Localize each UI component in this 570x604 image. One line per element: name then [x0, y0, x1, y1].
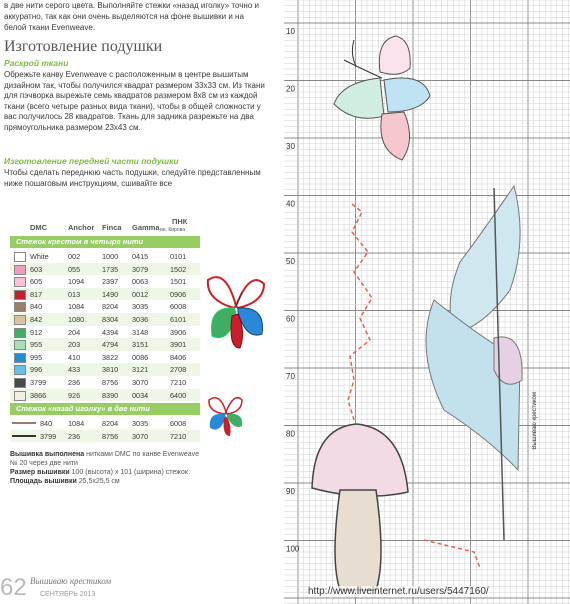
color-swatch — [12, 435, 36, 437]
source-url[interactable]: http://www.liveinternet.ru/users/5447160/ — [308, 586, 489, 597]
chart-row-label: 100 — [286, 544, 300, 554]
legend-bar-back: Стежок «назад иголку» в две нити — [10, 403, 200, 415]
col-pnk-note: ин. Кирова — [160, 227, 185, 233]
legend-row — [10, 389, 200, 402]
color-swatch — [12, 422, 36, 424]
legend-cell-gamma: 3070 — [132, 431, 149, 441]
legend-cell-anchor: 1080 — [68, 314, 85, 324]
legend-cell-finca: 4394 — [102, 327, 119, 337]
legend-cell-dmc: 995 — [30, 352, 43, 362]
info-done: нитками DMC по канве Evenweave № 20 через две нити — [10, 451, 199, 468]
legend-row — [10, 417, 200, 430]
legend-cell-finca: 2397 — [102, 277, 119, 287]
color-swatch — [14, 353, 26, 363]
legend-cell-dmc: 840 — [30, 302, 43, 312]
color-swatch — [14, 328, 26, 338]
legend-row — [10, 338, 200, 351]
legend-cell-finca: 1490 — [102, 289, 119, 299]
legend-cell-finca: 8390 — [102, 390, 119, 400]
cut-paragraph: Обрежьте канву Evenweave с расположенным в центре вышитым дизайном так, чтобы получился квадрат размером 33х33 см. Из ткани для пэчворка вырежьте семь квадратов размером 8х8 см из каждой ткани (всего четыре разных вида ткани), чтобы в общей сложности у вас получилось 28 квадратов. Ткань для задника разрежьте на два прямоугольника размером 23х43 см. — [4, 70, 265, 132]
legend-cell-pnk: 1501 — [170, 277, 187, 287]
chart-leaves — [426, 186, 522, 540]
col-finca: Finca — [102, 223, 122, 232]
legend-cell-dmc: 3866 — [30, 390, 47, 400]
legend-cell-dmc: 842 — [30, 314, 43, 324]
legend-cell-finca: 3810 — [102, 365, 119, 375]
legend-cell-dmc: 603 — [30, 264, 43, 274]
col-pnk: ПНК — [172, 217, 188, 226]
info-area: 25,5х25,5 см — [78, 478, 120, 486]
legend-cell-pnk: 7210 — [170, 431, 187, 441]
text-column — [0, 0, 270, 604]
legend-bar-cross: Стежок крестом в четыре нити — [10, 236, 200, 248]
color-swatch — [14, 391, 26, 401]
info-size-label: Размер вышивки — [10, 469, 70, 477]
color-swatch — [14, 302, 26, 312]
chart-side-label: Вышиваю крестиком — [532, 392, 538, 450]
legend-cell-gamma: 3079 — [132, 264, 149, 274]
col-gamma: Gamma — [132, 223, 160, 232]
legend-cell-finca: 1735 — [102, 264, 119, 274]
info-done-label: Вышивка выполнена — [10, 451, 85, 459]
legend-cell-dmc: 955 — [30, 340, 43, 350]
legend-row — [10, 263, 200, 276]
legend-cell-anchor: 1094 — [68, 277, 85, 287]
chart-butterfly — [334, 36, 430, 160]
legend-cell-finca: 8304 — [102, 314, 119, 324]
legend-cell-pnk: 0101 — [170, 252, 187, 261]
butterfly-illustration-large — [206, 266, 268, 358]
legend-cell-anchor: 013 — [68, 289, 81, 299]
legend-header — [10, 216, 200, 234]
subheading-cut: Раскрой ткани — [4, 58, 69, 68]
chart-dashed-path — [348, 204, 372, 420]
legend-info — [10, 450, 200, 486]
legend-cell-anchor: 236 — [68, 431, 81, 441]
color-swatch — [14, 290, 26, 300]
thread-legend — [10, 216, 200, 486]
color-swatch — [14, 265, 26, 275]
legend-row — [10, 363, 200, 376]
legend-cell-anchor: 203 — [68, 340, 81, 350]
chart-row-label: 10 — [286, 27, 295, 36]
legend-cell-pnk: 2708 — [170, 365, 187, 375]
legend-row — [10, 275, 200, 288]
info-area-label: Площадь вышивки — [10, 478, 77, 486]
legend-row — [10, 376, 200, 389]
color-swatch — [14, 378, 26, 388]
color-swatch — [14, 277, 26, 287]
legend-cell-gamma: 3070 — [132, 377, 149, 387]
chart-dashed-path-bottom — [424, 540, 480, 568]
legend-cell-gamma: 3151 — [132, 340, 149, 350]
legend-cell-gamma: 3035 — [132, 419, 149, 429]
legend-cell-pnk: 6008 — [170, 419, 187, 429]
legend-cell-gamma: 0063 — [132, 277, 149, 287]
legend-cell-dmc: White — [30, 252, 49, 261]
legend-cell-anchor: 002 — [68, 252, 81, 261]
butterfly-illustration-small — [206, 390, 246, 440]
front-paragraph: Чтобы сделать переднюю часть подушки, следуйте представленным ниже пошаговым инструкциям, сшивайте все — [4, 168, 261, 188]
color-swatch — [14, 315, 26, 325]
legend-cell-pnk: 8406 — [170, 352, 187, 362]
subheading-front: Изготовление передней части подушки — [4, 156, 179, 166]
section-heading: Изготовление подушки — [4, 38, 163, 55]
legend-cell-anchor: 1084 — [68, 419, 85, 429]
legend-cell-gamma: 0415 — [132, 252, 149, 261]
legend-cell-pnk: 3906 — [170, 327, 187, 337]
legend-cell-pnk: 3901 — [170, 340, 187, 350]
legend-cell-anchor: 433 — [68, 365, 81, 375]
legend-cell-finca: 8756 — [102, 431, 119, 441]
legend-cell-gamma: 0034 — [132, 390, 149, 400]
legend-cell-dmc: 817 — [30, 289, 43, 299]
legend-cell-pnk: 7210 — [170, 377, 187, 387]
page-number: 62 — [0, 574, 27, 601]
color-swatch — [14, 252, 26, 262]
info-size: 100 (высота) х 101 (ширина) стежок — [71, 469, 188, 477]
chart-row-label: 20 — [286, 84, 295, 94]
color-swatch — [14, 365, 26, 375]
legend-cell-finca: 1000 — [102, 252, 119, 261]
legend-cell-dmc: 3799 — [30, 377, 47, 387]
legend-cell-gamma: 3148 — [132, 327, 149, 337]
legend-row — [10, 313, 200, 326]
legend-cell-pnk: 6008 — [170, 302, 187, 312]
legend-cell-dmc: 912 — [30, 327, 43, 337]
legend-cell-anchor: 1084 — [68, 302, 85, 312]
legend-cell-dmc: 605 — [30, 277, 43, 287]
chart-row-label: 40 — [286, 199, 295, 209]
chart-row-label: 30 — [286, 142, 295, 151]
legend-cell-anchor: 926 — [68, 390, 81, 400]
legend-cell-pnk: 1502 — [170, 264, 187, 274]
legend-cell-gamma: 0086 — [132, 352, 149, 362]
legend-row — [10, 430, 200, 443]
legend-row — [10, 300, 200, 313]
legend-cell-dmc: 3799 — [40, 431, 57, 441]
legend-cell-pnk: 6101 — [170, 314, 187, 324]
intro-paragraph: в две нити серого цвета. Выполняйте стежки «назад иголку» точно и аккуратно, так как они очень выделяются на фоне вышивки и на белой ткани Evenweave. — [4, 1, 259, 32]
legend-row — [10, 326, 200, 339]
chart-row-label: 50 — [286, 257, 295, 266]
legend-cell-pnk: 6400 — [170, 390, 187, 400]
chart-row-label: 60 — [286, 314, 295, 324]
legend-row — [10, 250, 200, 263]
legend-cell-finca: 3822 — [102, 352, 119, 362]
legend-cell-finca: 8756 — [102, 377, 119, 387]
col-anchor: Anchor — [68, 223, 95, 232]
legend-cell-gamma: 3035 — [132, 302, 149, 312]
legend-cell-anchor: 055 — [68, 264, 81, 274]
magazine-name: Вышиваю крестиком — [30, 576, 112, 586]
legend-row — [10, 351, 200, 364]
legend-cell-finca: 8204 — [102, 419, 119, 429]
legend-back-rows — [10, 417, 200, 442]
chart-mushroom — [312, 424, 408, 590]
color-swatch — [14, 340, 26, 350]
issue-date: СЕНТЯБРЬ 2013 — [40, 591, 96, 598]
legend-cell-anchor: 410 — [68, 352, 81, 362]
legend-rows — [10, 250, 200, 401]
legend-cell-finca: 8204 — [102, 302, 119, 312]
legend-cell-finca: 4794 — [102, 340, 119, 350]
legend-cell-dmc: 996 — [30, 365, 43, 375]
legend-row — [10, 288, 200, 301]
chart-row-label: 90 — [286, 487, 295, 496]
chart-row-label: 80 — [286, 429, 295, 439]
legend-cell-gamma: 3036 — [132, 314, 149, 324]
legend-cell-gamma: 3121 — [132, 365, 149, 375]
legend-cell-anchor: 204 — [68, 327, 81, 337]
legend-cell-anchor: 236 — [68, 377, 81, 387]
legend-cell-pnk: 0906 — [170, 289, 187, 299]
legend-cell-gamma: 0012 — [132, 289, 149, 299]
legend-cell-dmc: 840 — [40, 419, 53, 429]
cross-stitch-chart — [284, 0, 570, 604]
col-dmc: DMC — [30, 223, 48, 232]
chart-row-label: 70 — [286, 372, 295, 381]
